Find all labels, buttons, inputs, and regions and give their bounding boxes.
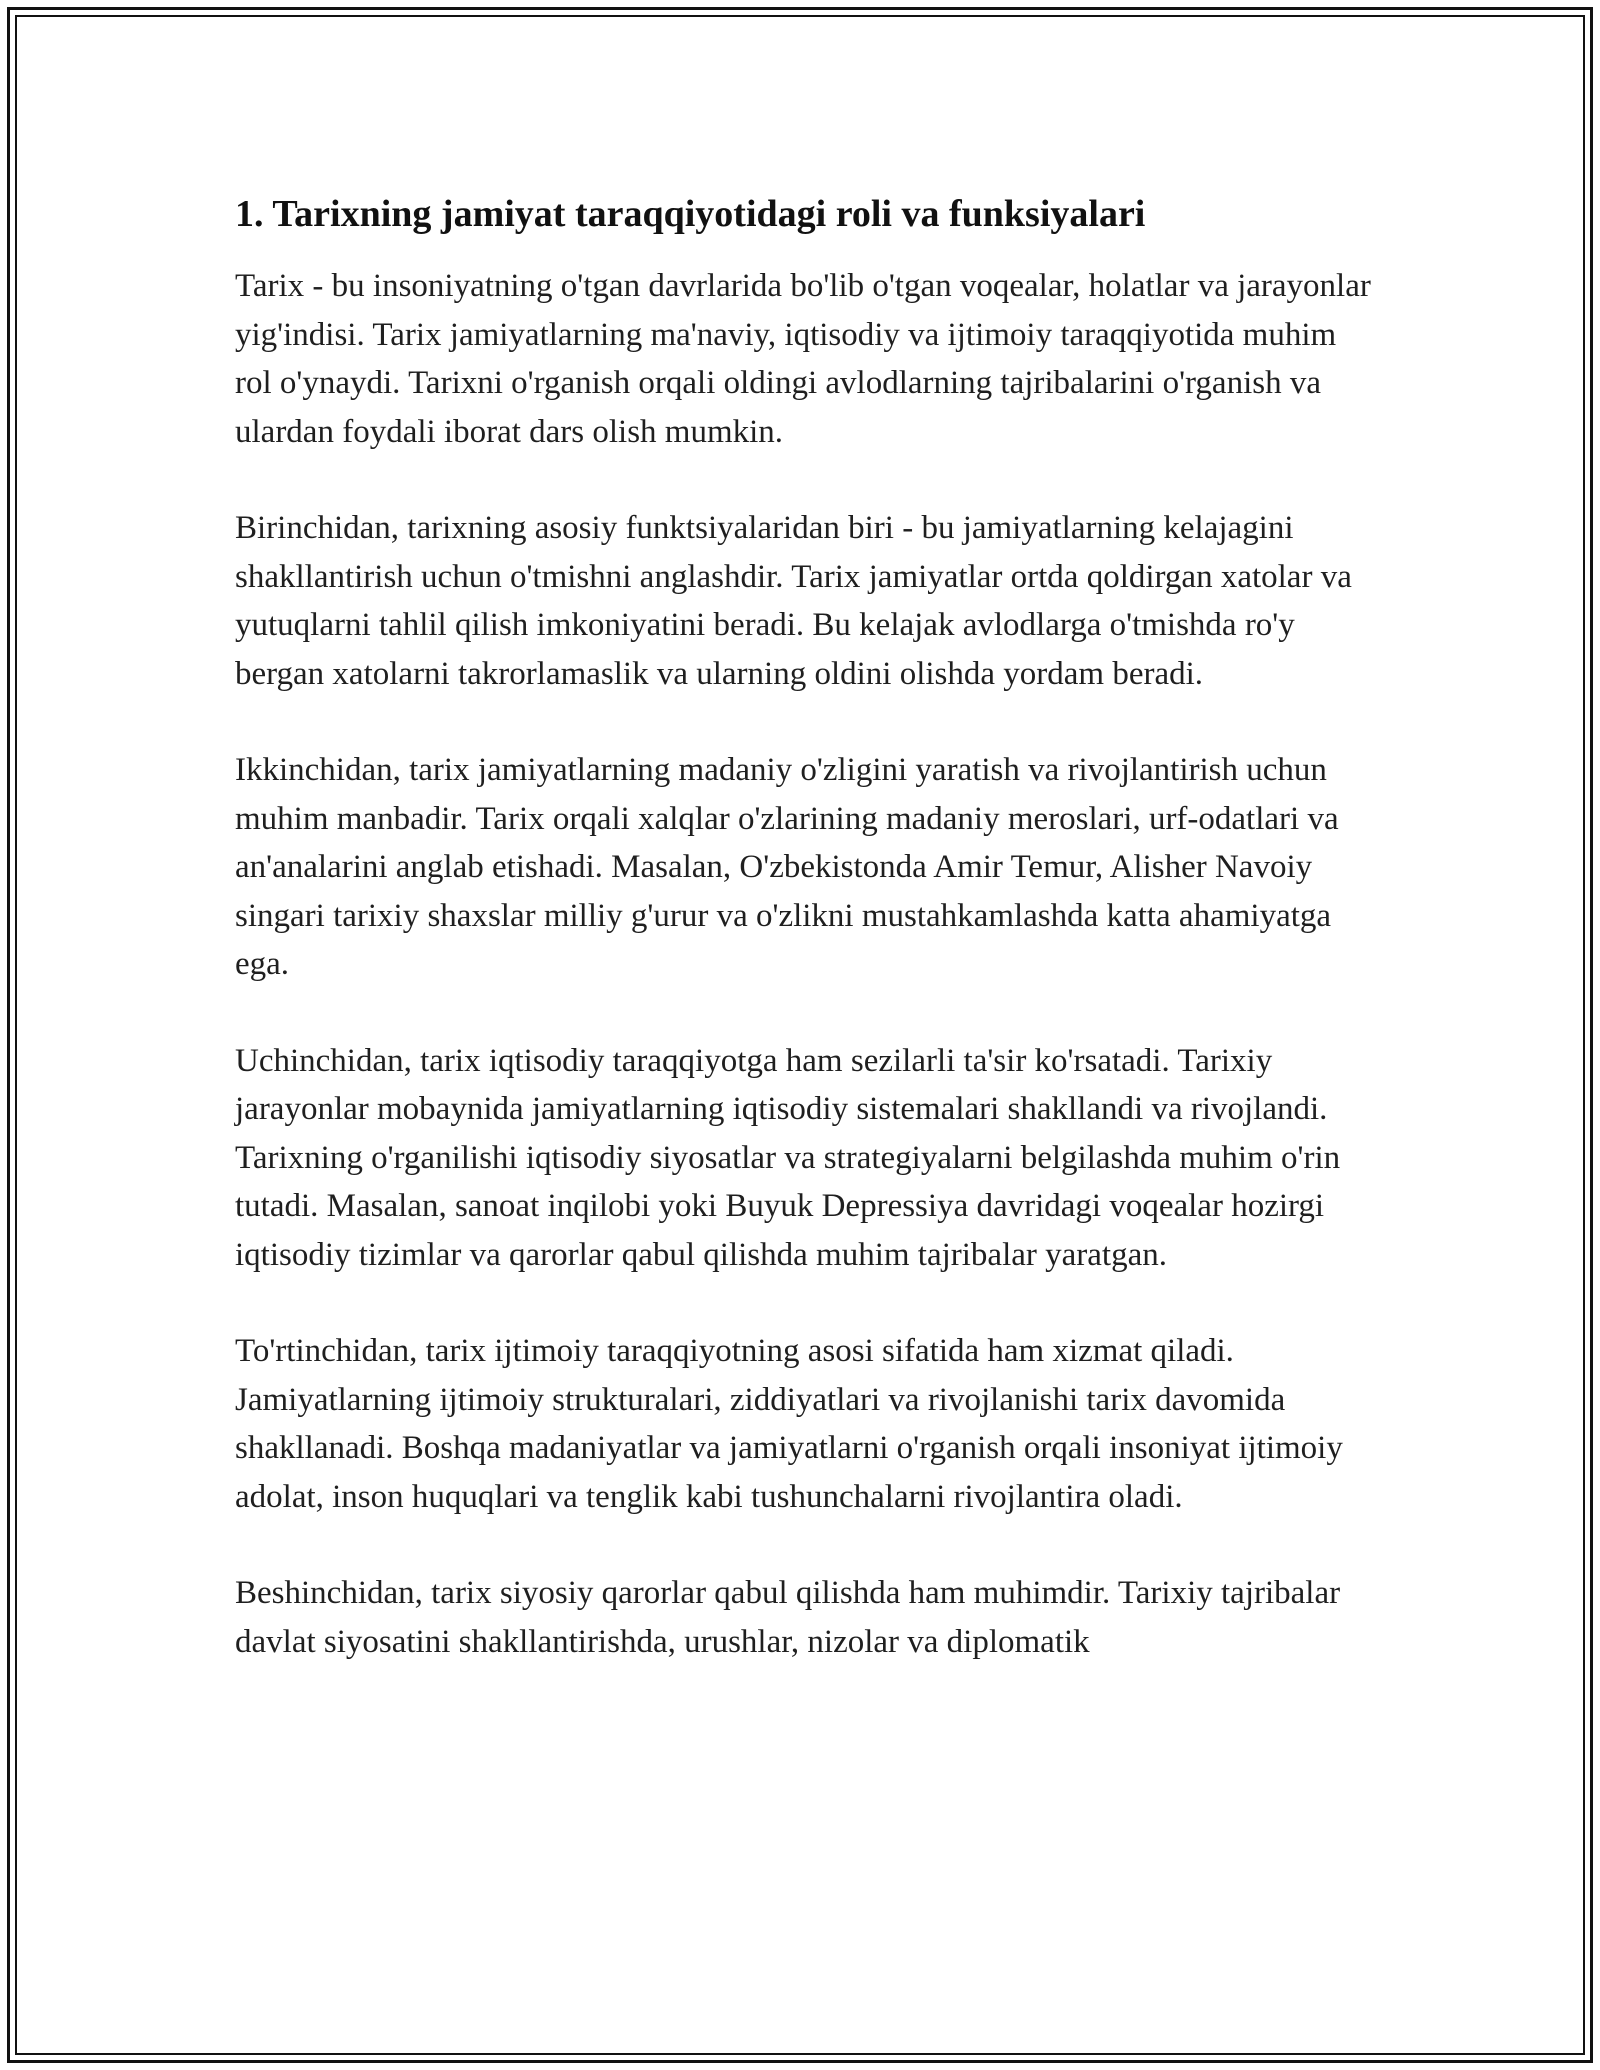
paragraph-first: Birinchidan, tarixning asosiy funktsiyalaridan biri - bu jamiyatlarning kelajagini shakllantirish uchun o'tmishni anglashdir. Tarix jamiyatlar ortda qoldirgan xatolar va yutuqlarni tahlil qilish imkoniyatini beradi. Bu kelajak avlodlarga o'tmishda ro'y bergan xatolarni takrorlamaslik va ularning oldini olishda yordam beradi. [235, 510, 1352, 692]
paragraph-fourth: To'rtinchidan, tarix ijtimoiy taraqqiyotning asosi sifatida ham xizmat qiladi. Jamiyatlarning ijtimoiy strukturalari, ziddiyatlari va rivojlanishi tarix davomida shakllanadi. Boshqa madaniyatlar va jamiyatlarni o'rganish orqali insoniyat ijtimoiy adolat, inson huquqlari va tenglik kabi tushunchalarni rivojlantira oladi. [235, 1333, 1343, 1515]
paragraph-second: Ikkinchidan, tarix jamiyatlarning madaniy o'zligini yaratish va rivojlantirish uchun muhim manbadir. Tarix orqali xalqlar o'zlarining madaniy meroslari, urf-odatlari va an'analarini anglab etishadi. Masalan, O'zbekistonda Amir Temur, Alisher Navoiy singari tarixiy shaxslar milliy g'urur va o'zlikni mustahkamlashda katta ahamiyatga ega. [235, 752, 1339, 982]
document-body [235, 190, 1375, 1714]
section-heading: 1. Tarixning jamiyat taraqqiyotidagi roli va funksiyalari [235, 193, 1146, 235]
paragraph-intro: Tarix - bu insoniyatning o'tgan davrlarida bo'lib o'tgan voqealar, holatlar va jarayonlar yig'indisi. Tarix jamiyatlarning ma'naviy, iqtisodiy va ijtimoiy taraqqiyotida muhim rol o'ynaydi. Tarixni o'rganish orqali oldingi avlodlarning tajribalarini o'rganish va ulardan foydali iborat dars olish mumkin. [235, 268, 1371, 450]
paragraph-fifth: Beshinchidan, tarix siyosiy qarorlar qabul qilishda ham muhimdir. Tarixiy tajribalar davlat siyosatini shakllantirishda, urushlar, nizolar va diplomatik [235, 1575, 1341, 1660]
paragraph-third: Uchinchidan, tarix iqtisodiy taraqqiyotga ham sezilarli ta'sir ko'rsatadi. Tarixiy jarayonlar mobaynida jamiyatlarning iqtisodiy sistemalari shakllandi va rivojlandi. Tarixning o'rganilishi iqtisodiy siyosatlar va strategiyalarni belgilashda muhim o'rin tutadi. Masalan, sanoat inqilobi yoki Buyuk Depressiya davridagi voqealar hozirgi iqtisodiy tizimlar va qarorlar qabul qilishda muhim tajribalar yaratgan. [235, 1042, 1341, 1273]
